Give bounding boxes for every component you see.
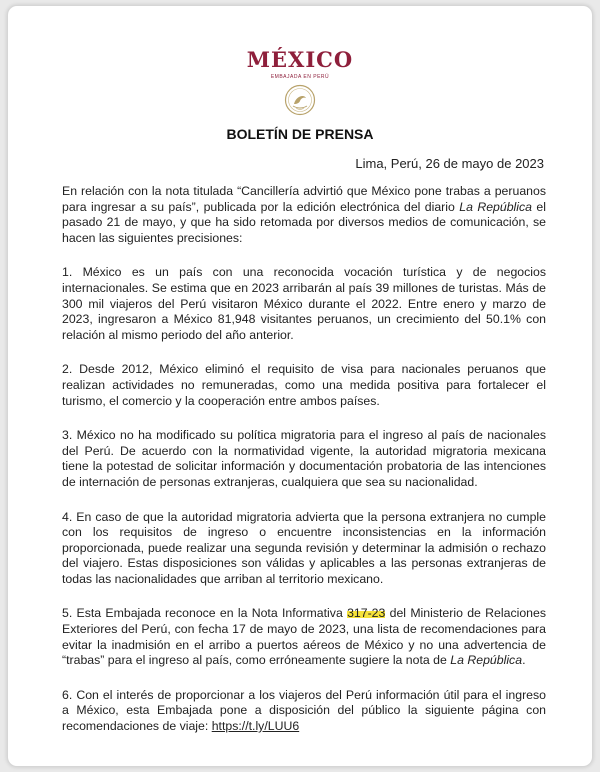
point-2: 2. Desde 2012, México eliminó el requisito de visa para nacionales peruanos que realizan actividades no remuneradas, como una medida positiva para fortalecer el turismo, el comercio y la cooperación entre ambos países. <box>62 362 546 408</box>
intro-text-end: el pasado 21 de mayo, y que ha sido retomada por diversos medios de comunicación, se hacen las siguientes precisiones: <box>62 199 546 245</box>
dateline: Lima, Perú, 26 de mayo de 2023 <box>355 156 544 171</box>
point-1: 1. México es un país con una reconocida vocación turística y de negocios internacionales. Se estima que en 2023 arribarán al país 39 millones de turistas. Más de 300 mil viajeros del Perú visitaron México durante el 2022. Entre enero y marzo de 2023, ingresaron a México 81,948 visitantes peruanos, un crecimiento del 50.1% con relación al mismo periodo del año anterior. <box>62 265 546 342</box>
point-5-text-middle: del Ministerio de Relaciones Exteriores del Perú, con fecha 17 de mayo de 2023, una lista de recomendaciones para evitar la inadmisión en el arribo a puertos aéreos de México y no una advertencia de “trabas” para el ingreso al país, como erróneamente sugiere la nota de <box>62 606 546 668</box>
point-5-text: 5. Esta Embajada reconoce en la Nota Informativa <box>62 606 348 621</box>
point-6 <box>62 688 546 735</box>
page-title: BOLETÍN DE PRENSA <box>226 126 374 142</box>
point-6-text: 6. Con el interés de proporcionar a los viajeros del Perú información útil para el ingreso a México, esta Embajada pone a disposición del público la siguiente página con recomendaciones de viaje: <box>62 687 546 734</box>
press-release-body <box>62 184 546 754</box>
point-4: 4. En caso de que la autoridad migratoria advierta que la persona extranjera no cumple con los requisitos de ingreso o encuentre inconsistencias en la información proporcionada, puede realizar una segunda revisión y determinar la admisión o rechazo del viajero. Estas disposiciones son válidas y aplicables a las personas extranjeras de todas las nacionalidades que arriban al territorio mexicano. <box>62 509 546 586</box>
point-3: 3. México no ha modificado su política migratoria para el ingreso al país de nacionales del Perú. De acuerdo con la normatividad vigente, la autoridad migratoria mexicana tiene la potestad de solicitar información y documentación probatoria de las intenciones de internación de personas extranjeras, cualquiera que sea su nacionalidad. <box>62 428 546 489</box>
logo-subtitle: EMBAJADA EN PERÚ <box>270 74 330 80</box>
logo-title: MÉXICO <box>246 47 354 72</box>
travel-recommendations-link[interactable]: https://t.ly/LUU6 <box>211 719 300 734</box>
newspaper-name: La República <box>459 199 533 214</box>
newspaper-name-2: La República <box>450 653 523 668</box>
intro-text: En relación con la nota titulada “Cancillería advirtió que México pone trabas a peruanos para ingresar a su país”, publicada por la edición electrónica del diario <box>62 184 546 214</box>
press-release-page <box>7 5 593 767</box>
intro-paragraph <box>62 184 546 246</box>
point-5-end: . <box>522 653 526 668</box>
point-5 <box>62 606 546 668</box>
highlighted-note-number: 317-23 <box>347 606 386 621</box>
mexico-coat-of-arms-icon <box>284 84 316 116</box>
